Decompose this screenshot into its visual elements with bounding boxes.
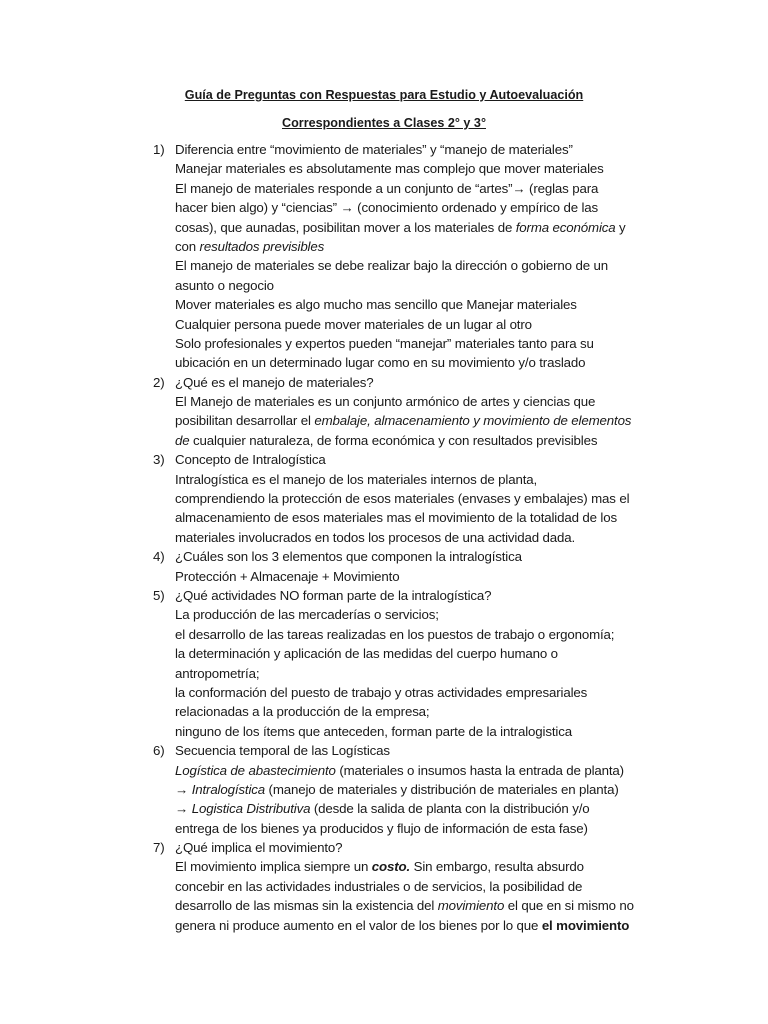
text-segment: Sin embargo, resulta absurdo [410, 859, 584, 875]
text-segment: ¿Qué implica el movimiento? [175, 840, 343, 856]
text-segment: movimiento [437, 898, 505, 914]
text-line [0, 256, 768, 275]
text-segment: Intralogística es el manejo de los materiales internos de planta, [175, 471, 538, 487]
text-line [0, 799, 768, 818]
text-line [0, 489, 768, 508]
text-line [0, 159, 768, 178]
question-number: 4) [153, 549, 165, 565]
text-segment: El Manejo de materiales es un conjunto armónico de artes y ciencias que [175, 394, 596, 410]
question-number: 6) [153, 743, 165, 759]
text-segment: la determinación y aplicación de las medidas del cuerpo humano o [175, 646, 558, 662]
text-segment: relacionadas a la producción de la empresa; [175, 704, 430, 720]
text-segment: el movimiento [541, 917, 630, 933]
text-line [0, 625, 768, 644]
text-segment: desarrollo de las mismas sin la existencia del [175, 898, 438, 914]
text-line [0, 605, 768, 624]
text-segment: embalaje, almacenamiento y movimiento de elementos [314, 413, 632, 429]
text-segment: cualquier naturaleza, de forma económica y con resultados previsibles [189, 432, 598, 448]
text-segment: ¿Qué es el manejo de materiales? [175, 374, 374, 390]
text-segment: Logistica Distributiva [191, 801, 311, 817]
text-line [0, 683, 768, 702]
text-segment: (manejo de materiales y distribución de materiales en planta) [265, 781, 619, 797]
text-line [0, 334, 768, 353]
text-line [0, 431, 768, 450]
text-segment: asunto o negocio [175, 277, 274, 293]
text-segment: Secuencia temporal de las Logísticas [175, 743, 390, 759]
text-line [0, 198, 768, 217]
text-segment: almacenamiento de esos materiales mas el movimiento de la totalidad de los [175, 510, 617, 526]
text-segment: (materiales o insumos hasta la entrada de planta) [335, 762, 624, 778]
question-number: 3) [153, 452, 165, 468]
text-segment: La producción de las mercaderías o servicios; [175, 607, 439, 623]
text-line [0, 237, 768, 256]
text-segment: el desarrollo de las tareas realizadas en los puestos de trabajo o ergonomía; [175, 626, 615, 642]
text-line [0, 392, 768, 411]
text-line [0, 315, 768, 334]
text-segment: hacer bien algo) y “ciencias” → (conocimiento ordenado y empírico de las [175, 200, 599, 216]
text-line [0, 916, 768, 935]
question-line [0, 140, 768, 159]
text-segment: posibilitan desarrollar el [175, 413, 315, 429]
text-line [0, 528, 768, 547]
text-segment: resultados previsibles [199, 238, 325, 254]
text-line [0, 411, 768, 430]
text-segment: → [175, 781, 192, 797]
text-line [0, 218, 768, 237]
question-number: 5) [153, 587, 165, 603]
text-line [0, 857, 768, 876]
text-segment: El movimiento implica siempre un [175, 859, 372, 875]
text-line [0, 702, 768, 721]
text-segment: genera ni produce aumento en el valor de los bienes por lo que [175, 917, 542, 933]
question-line [0, 586, 768, 605]
text-line [0, 295, 768, 314]
text-line [0, 276, 768, 295]
text-segment: Logística de abastecimiento [175, 762, 336, 778]
question-number: 2) [153, 374, 165, 390]
text-line [0, 780, 768, 799]
question-number: 1) [153, 142, 165, 157]
text-segment: Solo profesionales y expertos pueden “manejar” materiales tanto para su [175, 335, 594, 351]
text-line [0, 819, 768, 838]
text-segment: con [175, 238, 200, 254]
question-line [0, 547, 768, 566]
text-segment: Cualquier persona puede mover materiales de un lugar al otro [175, 316, 532, 332]
text-segment: entrega de los bienes ya producidos y flujo de información de esta fase) [175, 820, 588, 836]
text-segment: de [175, 432, 190, 448]
text-segment: Mover materiales es algo mucho mas sencillo que Manejar materiales [175, 297, 577, 313]
question-line [0, 450, 768, 469]
text-segment: concebir en las actividades industriales o de servicios, la posibilidad de [175, 878, 583, 894]
text-segment: y [615, 219, 626, 235]
document-subtitle: Correspondientes a Clases 2° y 3° [282, 116, 486, 130]
text-segment: (desde la salida de planta con la distribución y/o [310, 801, 590, 817]
text-segment: El manejo de materiales se debe realizar bajo la dirección o gobierno de un [175, 258, 608, 274]
question-number: 7) [153, 840, 165, 856]
text-segment: ubicación en un determinado lugar como en su movimiento y/o traslado [175, 355, 586, 371]
text-line [0, 353, 768, 372]
text-segment: comprendiendo la protección de esos materiales (envases y embalajes) mas el [175, 491, 630, 507]
text-segment: materiales involucrados en todos los procesos de una actividad dada. [175, 529, 576, 545]
text-line [0, 761, 768, 780]
text-segment: Protección + Almacenaje + Movimiento [175, 568, 400, 584]
question-line [0, 838, 768, 857]
text-line [0, 877, 768, 896]
text-segment: cosas), que aunadas, posibilitan mover a los materiales de [175, 219, 516, 235]
text-segment: el que en si mismo no [504, 898, 634, 914]
text-segment: Diferencia entre “movimiento de materiales” y “manejo de materiales” [175, 142, 573, 157]
text-segment: → [175, 801, 192, 817]
text-line [0, 896, 768, 915]
text-segment: Concepto de Intralogística [175, 452, 326, 468]
text-segment: la conformación del puesto de trabajo y otras actividades empresariales [175, 684, 588, 700]
text-line [0, 664, 768, 683]
text-segment: forma económica [515, 219, 616, 235]
text-segment: costo. [371, 859, 411, 875]
text-line [0, 567, 768, 586]
text-segment: ninguno de los ítems que anteceden, forman parte de la intralogistica [175, 723, 572, 739]
text-segment: El manejo de materiales responde a un conjunto de “artes”→ (reglas para [175, 180, 599, 196]
text-segment: antropometría; [175, 665, 260, 681]
document-title: Guía de Preguntas con Respuestas para Estudio y Autoevaluación [184, 88, 584, 102]
text-segment: ¿Cuáles son los 3 elementos que componen la intralogística [175, 549, 522, 565]
document-body [0, 140, 768, 935]
text-segment: Intralogística [191, 781, 265, 797]
text-segment: ¿Qué actividades NO forman parte de la intralogística? [175, 587, 492, 603]
text-segment: Manejar materiales es absolutamente mas complejo que mover materiales [175, 161, 604, 177]
question-line [0, 373, 768, 392]
text-line [0, 508, 768, 527]
text-line [0, 179, 768, 198]
question-line [0, 741, 768, 760]
text-line [0, 470, 768, 489]
text-line [0, 644, 768, 663]
text-line [0, 722, 768, 741]
